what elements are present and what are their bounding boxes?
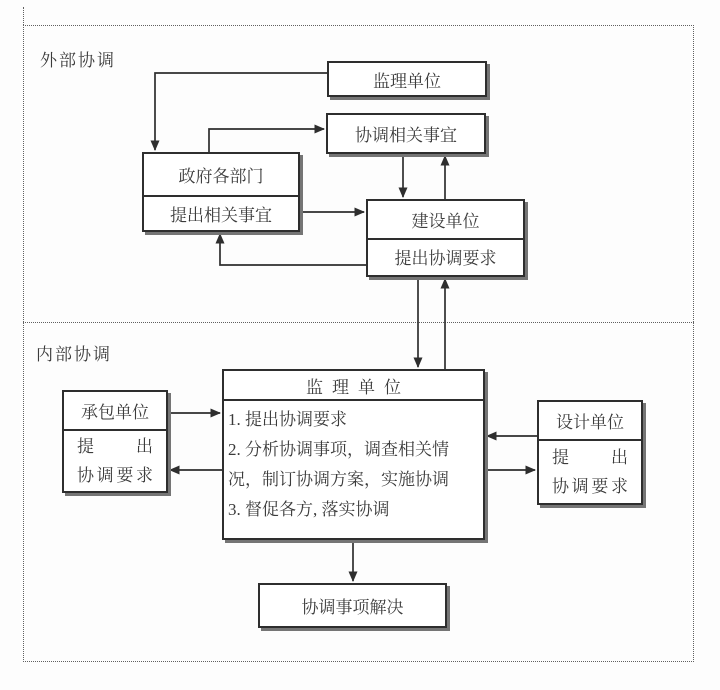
list-item: 2. 分析协调事项，调查相关情况，制订协调方案，实施协调 — [228, 440, 449, 489]
arrow-government-to-coordination-matters — [209, 129, 324, 152]
arrow-supervision-to-government — [155, 73, 327, 150]
node-title: 设计单位 — [556, 413, 624, 432]
node-title: 政府各部门 — [178, 167, 264, 186]
action-line-1: 提出 — [77, 437, 153, 456]
node-supervision-external — [327, 61, 487, 97]
section-label-internal: 内部协调 — [36, 345, 112, 364]
node-title: 承包单位 — [81, 403, 149, 422]
list-item: 1. 提出协调要求 — [228, 410, 347, 429]
section-label-external: 外部协调 — [40, 51, 116, 70]
node-coordination-matters — [326, 113, 486, 154]
action-line-1: 提出 — [552, 448, 628, 467]
node-resolved — [258, 583, 447, 628]
node-title: 协调事项解决 — [301, 598, 404, 617]
node-action: 提出相关事宜 — [144, 195, 298, 230]
arrow-construction-to-government — [220, 234, 366, 265]
node-supervision-internal — [222, 369, 485, 540]
action-line-2: 协调要求 — [77, 466, 153, 485]
node-supervision-internal-items — [224, 399, 483, 525]
list-item: 3. 督促各方, 落实协调 — [228, 500, 390, 519]
node-construction — [366, 199, 525, 277]
node-title: 建设单位 — [411, 212, 480, 231]
node-title: 协调相关事宜 — [355, 126, 457, 145]
action-line-2: 协调要求 — [552, 477, 628, 496]
node-action: 提出协调要求 — [368, 238, 523, 273]
node-design — [537, 400, 643, 505]
node-government — [142, 152, 300, 232]
node-title: 监理单位 — [306, 377, 410, 397]
node-action — [539, 439, 641, 503]
node-action — [64, 429, 166, 491]
node-contractor — [62, 390, 168, 493]
node-title: 监理单位 — [373, 71, 441, 91]
